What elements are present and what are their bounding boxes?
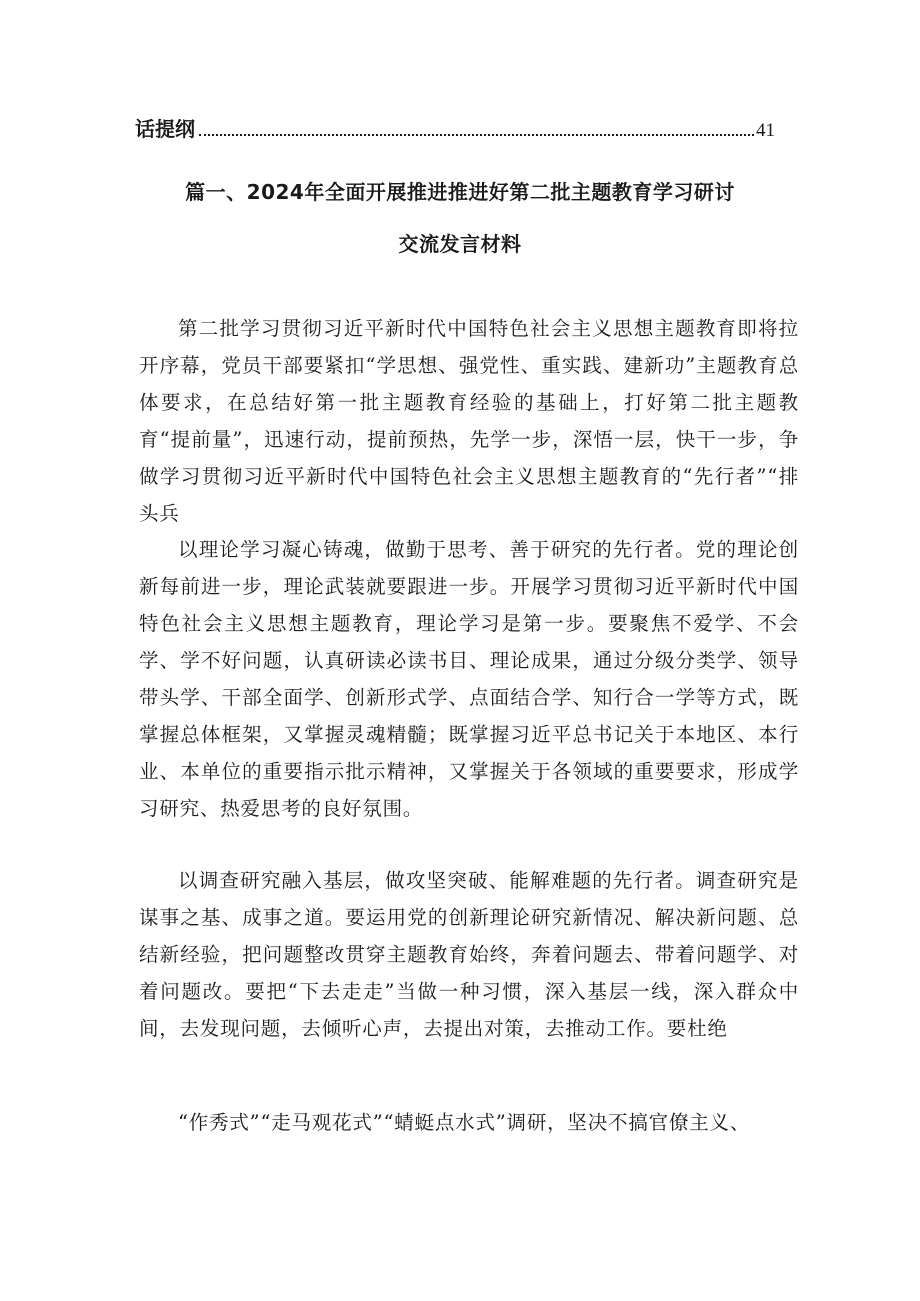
body-paragraph: 以调查研究融入基层，做攻坚突破、能解难题的先行者。调查研究是谋事之基、成事之道。要运用党的创新理论研究新情况、解决新问题、总结新经验，把问题整改贯穿主题教育始终，奔着问题去、带着问题学、对着问题改。要把“下去走走”当做一种习惯，深入基层一线，深入群众中间，去发现问题，去倾听心声，去提出对策，去推动工作。要杜绝 [139, 869, 799, 1040]
section-title-line-2: 交流发言材料 [398, 232, 522, 256]
body-paragraph: 以理论学习凝心铸魂，做勤于思考、善于研究的先行者。党的理论创新每前进一步，理论武装就要跟进一步。开展学习贯彻习近平新时代中国特色社会主义思想主题教育，理论学习是第一步。要聚焦不爱学、不会学、学不好问题，认真研读必读书目、理论成果，通过分级分类学、领导带头学、干部全面学、创新形式学、点面结合学、知行合一学等方式，既掌握总体框架，又掌握灵魂精髓；既掌握习近平总书记关于本地区、本行业、本单位的重要指示批示精神，又掌握关于各领域的重要要求，形成学习研究、热爱思考的良好氛围。 [139, 538, 799, 820]
body-paragraph: “作秀式”“走马观花式”“蜻蜓点水式”调研，坚决不搞官僚主义、 [178, 1111, 751, 1134]
toc-entry-text: 话提纲 [135, 117, 195, 141]
section-title-line-1: 篇一、2024年全面开展推进推进好第二批主题教育学习研讨 [185, 180, 735, 204]
toc-entry[interactable] [135, 113, 775, 141]
toc-leader-dots [199, 134, 754, 136]
body-paragraph: 第二批学习贯彻习近平新时代中国特色社会主义思想主题教育即将拉开序幕，党员干部要紧扣“学思想、强党性、重实践、建新功”主题教育总体要求，在总结好第一批主题教育经验的基础上，打好第二批主题教育“提前量”，迅速行动，提前预热，先学一步，深悟一层，快干一步，争做学习贯彻习近平新时代中国特色社会主义思想主题教育的“先行者”“排头兵 [139, 317, 799, 525]
toc-page-number: 41 [756, 120, 775, 141]
